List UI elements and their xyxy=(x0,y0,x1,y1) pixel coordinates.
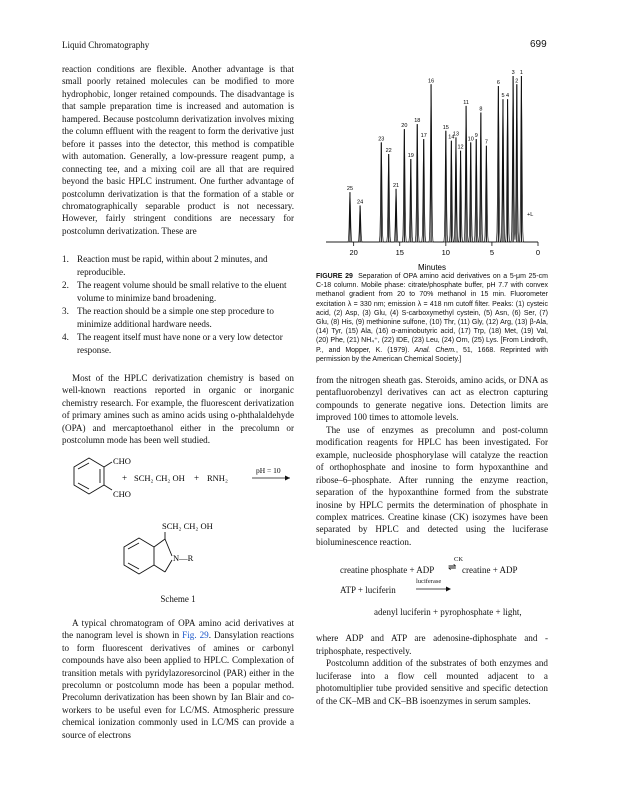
peak-label-12: 12 xyxy=(457,144,464,151)
reaction-arrow-icon xyxy=(416,584,452,594)
plus-sign: + xyxy=(194,472,200,483)
x-tick-label-10: 10 xyxy=(441,248,450,257)
peak-label-6: 6 xyxy=(496,79,500,86)
journal-name: Anal. Chem. xyxy=(414,346,456,354)
peak-label-24: 24 xyxy=(357,199,364,206)
scheme-label: Scheme 1 xyxy=(160,593,196,604)
paragraph: Most of the HPLC derivatization chemistry is based on well-known reactions reported in organic or inorganic chemistry research. For example, the fluorescent derivatization of primary amines such as amino acids using o-phthalaldehyde (OPA) and mercaptoethanol either in the precolumn or postcolumn mode has been well studied. xyxy=(62,372,294,446)
list-text: The reaction should be a simple one step procedure to minimize additional hardware needs. xyxy=(77,306,274,329)
peak-label-14: 14 xyxy=(448,134,455,141)
figure-29-link[interactable]: Fig. 29 xyxy=(182,630,209,641)
x-axis-label: Minutes xyxy=(417,263,447,270)
reaction-scheme xyxy=(62,453,294,604)
peak-label-4: 4 xyxy=(506,93,510,100)
list-item xyxy=(62,305,294,330)
peak-label-8: 8 xyxy=(479,106,483,113)
paragraph-text: . Dansylation reactions to form fluorescent derivatives of amines or carbonyl compounds have also been applied to HPLC. Complexation of transition metals with pyridylazoresorcinol (PAR) either in the precolumn or postcolumn mode has been a popular method. Precolumn derivatization has been shown by Ian Blair and co-workers to be useful even for LC/MS. Atmospheric pressure chemical ionization commonly used in LC/MS can provide a source of electrons xyxy=(62,630,294,740)
running-title: Liquid Chromatography xyxy=(62,40,150,50)
paragraph: Postcolumn addition of the substrates of both enzymes and luciferase into a flow cell mounted adjacent to a photomultiplier tube provided sensitive and specific detection of the CK–MB and CK–BB isoenzymes in serum samples. xyxy=(316,658,548,706)
list-item xyxy=(62,253,294,278)
scheme-drawing xyxy=(62,453,294,593)
list-item xyxy=(62,331,294,356)
paragraph: from the nitrogen sheath gas. Steroids, amino acids, or DNA as pentafluorobenzyl derivatives can act as electron capturing compounds to generate negative ions. Detection limits are improved 100 times to attomole levels. xyxy=(316,375,548,423)
reagent-amine: RNH₂ xyxy=(207,472,228,483)
figure-label: FIGURE 29 xyxy=(316,273,353,280)
reaction-condition: pH = 10 xyxy=(256,465,281,475)
injection-marker: +L xyxy=(527,212,534,218)
peak-label-20: 20 xyxy=(401,123,408,130)
equation-1-enzyme: CK xyxy=(454,556,464,564)
list-number: 1. xyxy=(62,254,69,265)
x-tick-label-20: 20 xyxy=(349,248,358,257)
enzyme-equations xyxy=(316,552,548,630)
peak-label-19: 19 xyxy=(407,153,414,159)
conditions-list xyxy=(62,253,294,356)
paragraph: where ADP and ATP are adenosine-diphosphate and -triphosphate, respectively. xyxy=(316,633,548,656)
product-substituent: SCH₂ CH₂ OH xyxy=(162,520,213,531)
peak-label-11: 11 xyxy=(463,99,469,106)
peak-label-17: 17 xyxy=(420,133,427,140)
paragraph: reaction conditions are flexible. Another advantage is that small poorly retained molecules can be modified to more hydrophobic, longer retained compounds. The disadvantage is that sample preparation time is increased and automation is hampered. Because postcolumn derivatization involves mixing the column effluent with the reagent to form the derivative just before it passes into the detector, this method is compatible with automation. Generally, a low-pressure reagent pump, a connecting tee, and a mixing coil are all that are required beyond the basic HPLC instrument. One further advantage of postcolumn derivatization is that the formation of a stable or chromatographically separable product is not necessary. However, fairly stringent conditions are necessary for postcolumn derivatization. These are xyxy=(62,64,294,236)
list-text: Reaction must be rapid, within about 2 minutes, and reproducible. xyxy=(77,254,268,277)
list-number: 3. xyxy=(62,306,69,317)
chromatogram-figure xyxy=(316,60,546,270)
isoindole-ring-icon xyxy=(124,532,172,574)
benzene-ring-icon xyxy=(74,458,112,494)
paragraph xyxy=(62,617,294,742)
x-tick-label-15: 15 xyxy=(395,248,404,257)
equation-1-right: creatine + ADP xyxy=(462,565,518,576)
peak-label-16: 16 xyxy=(428,78,435,85)
equation-2-left: ATP + luciferin xyxy=(340,585,396,596)
peak-label-13: 13 xyxy=(452,131,460,138)
peak-label-5: 5 xyxy=(501,93,505,100)
equation-2-right: adenyl luciferin + pyrophosphate + light, xyxy=(374,607,522,618)
equation-1-left: creatine phosphate + ADP xyxy=(340,565,435,576)
plus-sign: + xyxy=(122,472,128,483)
list-item xyxy=(62,279,294,304)
page-number: 699 xyxy=(530,39,547,50)
peak-label-21: 21 xyxy=(392,182,400,189)
paragraph: The use of enzymes as precolumn and post-column modification reagents for HPLC has been investigated. For example, nucleoside phosphorylase will catalyze the reaction of orthophosphate and inosine to form hypoxanthine and ribose–6–phosphate. After running the enzyme reaction, separation of the hypoxanthine formed from the substrate inosine by HPLC permits the determination of phosphate in complex matrices. Creatine kinase (CK) isozymes have been separated by HPLC and detected using the luciferase bioluminescence reaction. xyxy=(316,424,548,547)
cho-bottom-label: CHO xyxy=(113,488,131,499)
reaction-arrow-icon xyxy=(252,475,290,480)
figure-caption xyxy=(316,272,548,364)
equilibrium-arrow-icon: ⇌ xyxy=(448,562,457,574)
paragraph-text: A typical chromatogram of OPA amino acid derivatives at the nanogram level is shown in xyxy=(62,617,294,641)
x-tick-label-0: 0 xyxy=(535,248,541,257)
list-number: 2. xyxy=(62,280,69,291)
caption-text-end: , 51, 1668. Reprinted with permission by the American Chemical Society.] xyxy=(316,346,548,363)
peak-label-3: 3 xyxy=(511,70,515,76)
list-number: 4. xyxy=(62,332,69,343)
peak-label-1: 1 xyxy=(519,70,523,76)
peak-label-22: 22 xyxy=(385,148,392,155)
peak-label-23: 23 xyxy=(378,136,385,143)
peak-label-9: 9 xyxy=(474,133,478,140)
x-axis-ticks xyxy=(349,242,540,257)
chromatogram-trace xyxy=(326,76,538,242)
left-column xyxy=(62,63,294,741)
right-column xyxy=(316,374,548,707)
product-n-r: N—R xyxy=(173,552,194,563)
peak-label-10: 10 xyxy=(467,136,474,143)
peak-label-7: 7 xyxy=(484,139,488,146)
x-tick-label-5: 5 xyxy=(489,248,494,257)
equation-2-enzyme: luciferase xyxy=(416,578,442,586)
peak-label-25: 25 xyxy=(346,186,354,193)
peak-label-15: 15 xyxy=(442,124,449,131)
peak-labels xyxy=(347,70,523,205)
list-text: The reagent itself must have none or a very low detector response. xyxy=(77,332,283,355)
list-text: The reagent volume should be small relative to the eluent volume to minimize band broadening. xyxy=(77,280,287,303)
chromatogram-peaks xyxy=(326,76,538,242)
cho-top-label: CHO xyxy=(113,455,131,466)
peak-label-18: 18 xyxy=(414,118,421,125)
peak-label-2: 2 xyxy=(515,78,519,85)
reagent-mercaptoethanol: SCH₂ CH₂ OH xyxy=(134,472,185,483)
caption-text: Separation of OPA amino acid derivatives on a 5-μm 25-cm C-18 column. Mobile phase: citrate/phosphate buffer, pH 7.7 with convex methanol gradient from 20 to 70% methanol in 15 min. Fluorometer excitation λ = 330 nm; emission λ = 418 nm cutoff filter. Peaks: (1) cysteic acid, (2) Asp, (3) Glu, (4) S-carboxymethyl cystein, (5) Asn, (6) Ser, (7) Glu, (8) His, (9) methionine sulfone, (10) Thr, (11) Gly, (12) Arg, (13) β-Ala, (14) Tyr, (15) Ala, (16) α-aminobutyric acid, (17) Trp, (18) Met, (19) Val, (20) Phe, (21) NH₄⁺, (22) IDE, (23) Leu, (24) Orn, (25) Lys. [From Lindroth, P., and Mopper, K. (1979). xyxy=(316,273,548,354)
